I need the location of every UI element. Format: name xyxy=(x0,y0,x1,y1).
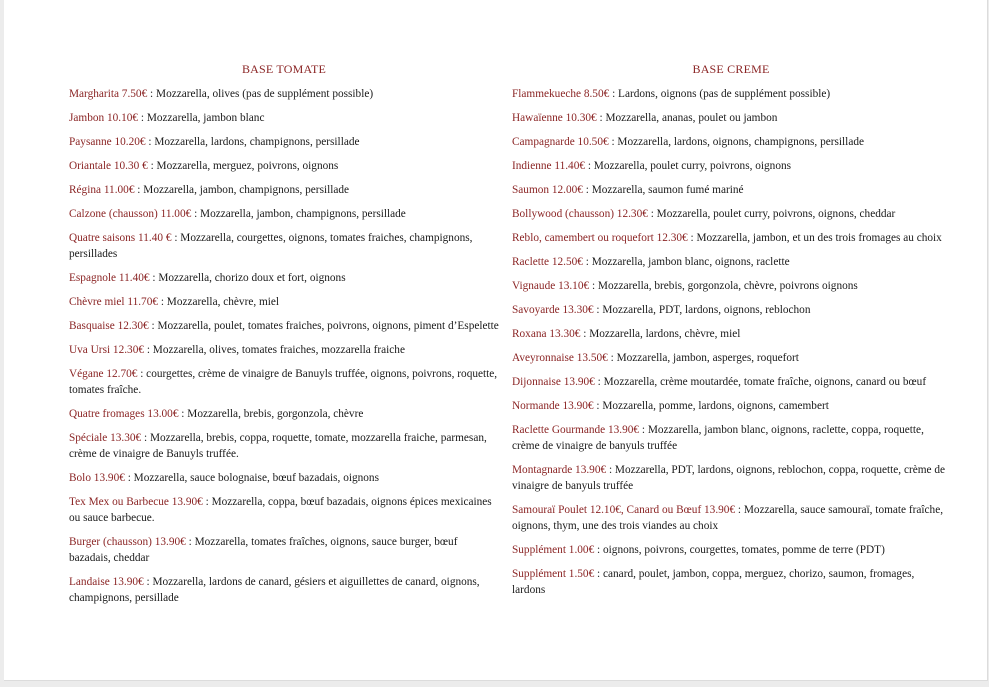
pizza-name-price: Spéciale 13.30€ xyxy=(69,432,142,444)
pizza-ingredients: : Mozzarella, sauce samouraï, tomate fraîche, oignons, thym, une des trois viandes au choix xyxy=(512,504,944,532)
menu-item xyxy=(69,110,499,126)
menu-item xyxy=(512,110,950,126)
menu-page xyxy=(4,0,988,681)
pizza-ingredients: : Mozzarella, saumon fumé mariné xyxy=(582,184,744,196)
pizza-ingredients: : Mozzarella, jambon, asperges, roquefort xyxy=(607,352,799,364)
pizza-ingredients: : Mozzarella, PDT, lardons, oignons, reblochon xyxy=(593,304,811,316)
pizza-name-price: Chèvre miel 11.70€ xyxy=(69,296,158,308)
menu-item xyxy=(69,318,499,334)
pizza-name-price: Régina 11.00€ xyxy=(69,184,135,196)
base-tomate-heading: BASE TOMATE xyxy=(241,62,327,76)
pizza-name-price: Supplément 1.00€ xyxy=(512,544,595,556)
menu-item xyxy=(69,158,499,174)
menu-item xyxy=(69,366,499,398)
pizza-ingredients: : Mozzarella, crème moutardée, tomate fraîche, oignons, canard ou bœuf xyxy=(594,376,927,388)
pizza-name-price: Vignaude 13.10€ xyxy=(512,280,590,292)
pizza-name-price: Supplément 1.50€ xyxy=(512,568,595,580)
menu-item xyxy=(69,182,499,198)
pizza-name-price: Aveyronnaise 13.50€ xyxy=(512,352,608,364)
menu-item xyxy=(512,182,950,198)
pizza-name-price: Landaise 13.90€ xyxy=(69,576,144,588)
pizza-ingredients: : Mozzarella, merguez, poivrons, oignons xyxy=(147,160,339,172)
pizza-ingredients: : Mozzarella, jambon blanc, oignons, raclette, coppa, roquette, crème de vinaigre de banyuls truffée xyxy=(512,424,924,452)
menu-item xyxy=(512,422,950,454)
menu-item xyxy=(512,350,950,366)
pizza-ingredients: : Mozzarella, ananas, poulet ou jambon xyxy=(596,112,778,124)
menu-item xyxy=(512,206,950,222)
menu-item xyxy=(512,542,950,558)
base-tomate-column xyxy=(69,60,499,614)
menu-item xyxy=(69,534,499,566)
menu-item xyxy=(512,502,950,534)
menu-item xyxy=(512,254,950,270)
menu-item xyxy=(69,470,499,486)
pizza-name-price: Samouraï Poulet 12.10€, Canard ou Bœuf 13.90€ xyxy=(512,504,736,516)
pizza-ingredients: : Mozzarella, chèvre, miel xyxy=(158,296,280,308)
menu-item xyxy=(69,430,499,462)
pizza-ingredients: : Mozzarella, jambon, champignons, persillade xyxy=(191,208,406,220)
pizza-ingredients: : Mozzarella, lardons, champignons, persillade xyxy=(145,136,360,148)
base-tomate-list xyxy=(69,86,499,606)
pizza-ingredients: : Mozzarella, pomme, lardons, oignons, camembert xyxy=(593,400,829,412)
menu-item xyxy=(512,230,950,246)
menu-item xyxy=(512,278,950,294)
menu-item xyxy=(69,270,499,286)
pizza-name-price: Oriantale 10.30 € xyxy=(69,160,148,172)
pizza-name-price: Saumon 12.00€ xyxy=(512,184,583,196)
menu-item xyxy=(69,86,499,102)
pizza-name-price: Raclette Gourmande 13.90€ xyxy=(512,424,640,436)
pizza-name-price: Hawaïenne 10.30€ xyxy=(512,112,597,124)
menu-item xyxy=(512,158,950,174)
pizza-name-price: Margharita 7.50€ xyxy=(69,88,148,100)
pizza-ingredients: : Mozzarella, poulet curry, poivrons, oignons, cheddar xyxy=(647,208,896,220)
menu-item xyxy=(512,134,950,150)
menu-item xyxy=(69,134,499,150)
menu-item xyxy=(69,294,499,310)
pizza-ingredients: : Mozzarella, olives (pas de supplément possible) xyxy=(147,88,374,100)
pizza-name-price: Bollywood (chausson) 12.30€ xyxy=(512,208,648,220)
pizza-name-price: Reblo, camembert ou roquefort 12.30€ xyxy=(512,232,688,244)
pizza-ingredients: : Mozzarella, jambon, champignons, persillade xyxy=(134,184,350,196)
pizza-name-price: Raclette 12.50€ xyxy=(512,256,583,268)
pizza-name-price: Jambon 10.10€ xyxy=(69,112,139,124)
menu-item xyxy=(512,302,950,318)
pizza-name-price: Dijonnaise 13.90€ xyxy=(512,376,595,388)
base-creme-heading: BASE CREME xyxy=(692,62,770,76)
pizza-ingredients: : Mozzarella, lardons de canard, gésiers et aiguillettes de canard, oignons, champignons, persillade xyxy=(69,576,480,604)
pizza-name-price: Montagnarde 13.90€ xyxy=(512,464,607,476)
pizza-name-price: Normande 13.90€ xyxy=(512,400,594,412)
pizza-ingredients: : Mozzarella, tomates fraîches, oignons, sauce burger, bœuf bazadais, cheddar xyxy=(69,536,458,564)
pizza-name-price: Espagnole 11.40€ xyxy=(69,272,150,284)
menu-item xyxy=(512,86,950,102)
base-creme-list xyxy=(512,86,950,598)
menu-item xyxy=(512,374,950,390)
pizza-ingredients: : Mozzarella, jambon blanc, oignons, raclette xyxy=(582,256,790,268)
pizza-name-price: Flammekueche 8.50€ xyxy=(512,88,610,100)
pizza-name-price: Quatre fromages 13.00€ xyxy=(69,408,179,420)
base-creme-column xyxy=(512,60,950,606)
pizza-name-price: Paysanne 10.20€ xyxy=(69,136,146,148)
pizza-ingredients: : courgettes, crème de vinaigre de Banuyls truffée, oignons, poivrons, roquette, tomates fraîche. xyxy=(69,368,498,396)
pizza-name-price: Indienne 11.40€ xyxy=(512,160,585,172)
pizza-ingredients: : Mozzarella, chorizo doux et fort, oignons xyxy=(149,272,346,284)
pizza-ingredients: : Mozzarella, sauce bolognaise, bœuf bazadais, oignons xyxy=(124,472,379,484)
menu-item xyxy=(69,230,499,262)
pizza-ingredients: : oignons, poivrons, courgettes, tomates, pomme de terre (PDT) xyxy=(594,544,885,556)
pizza-ingredients: : Mozzarella, brebis, gorgonzola, chèvre xyxy=(178,408,364,420)
pizza-name-price: Savoyarde 13.30€ xyxy=(512,304,594,316)
pizza-ingredients: : Mozzarella, olives, tomates fraiches, mozzarella fraiche xyxy=(144,344,405,356)
pizza-name-price: Uva Ursi 12.30€ xyxy=(69,344,144,356)
pizza-ingredients: : canard, poulet, jambon, coppa, merguez, chorizo, saumon, fromages, lardons xyxy=(512,568,915,596)
pizza-ingredients: : Mozzarella, courgettes, oignons, tomates fraiches, champignons, persillades xyxy=(69,232,473,260)
menu-item xyxy=(512,398,950,414)
pizza-name-price: Campagnarde 10.50€ xyxy=(512,136,609,148)
pizza-ingredients: : Mozzarella, brebis, coppa, roquette, tomate, mozzarella fraiche, parmesan, crème de vinaigre de Banuyls truffée. xyxy=(69,432,487,460)
menu-item xyxy=(512,462,950,494)
pizza-name-price: Tex Mex ou Barbecue 13.90€ xyxy=(69,496,203,508)
menu-item xyxy=(512,566,950,598)
pizza-name-price: Calzone (chausson) 11.00€ xyxy=(69,208,192,220)
pizza-ingredients: : Mozzarella, PDT, lardons, oignons, reblochon, coppa, roquette, crème de vinaigre de banyuls truffée xyxy=(512,464,946,492)
menu-item xyxy=(69,574,499,606)
pizza-name-price: Végane 12.70€ xyxy=(69,368,138,380)
pizza-ingredients: : Mozzarella, lardons, oignons, champignons, persillade xyxy=(608,136,864,148)
pizza-ingredients: : Mozzarella, poulet, tomates fraiches, poivrons, oignons, piment d’Espelette xyxy=(148,320,499,332)
pizza-ingredients: : Mozzarella, coppa, bœuf bazadais, oignons épices mexicaines ou sauce barbecue. xyxy=(69,496,492,524)
pizza-ingredients: : Mozzarella, jambon, et un des trois fromages au choix xyxy=(687,232,942,244)
menu-item xyxy=(69,494,499,526)
menu-item xyxy=(69,206,499,222)
pizza-ingredients: : Mozzarella, poulet curry, poivrons, oignons xyxy=(585,160,792,172)
menu-item xyxy=(69,342,499,358)
pizza-ingredients: : Mozzarella, jambon blanc xyxy=(138,112,265,124)
pizza-name-price: Quatre saisons 11.40 € xyxy=(69,232,172,244)
pizza-name-price: Bolo 13.90€ xyxy=(69,472,125,484)
pizza-ingredients: : Mozzarella, lardons, chèvre, miel xyxy=(580,328,741,340)
pizza-name-price: Burger (chausson) 13.90€ xyxy=(69,536,186,548)
pizza-ingredients: : Lardons, oignons (pas de supplément possible) xyxy=(609,88,831,100)
pizza-name-price: Roxana 13.30€ xyxy=(512,328,581,340)
pizza-name-price: Basquaise 12.30€ xyxy=(69,320,149,332)
menu-item xyxy=(69,406,499,422)
menu-item xyxy=(512,326,950,342)
pizza-ingredients: : Mozzarella, brebis, gorgonzola, chèvre, poivrons oignons xyxy=(589,280,858,292)
